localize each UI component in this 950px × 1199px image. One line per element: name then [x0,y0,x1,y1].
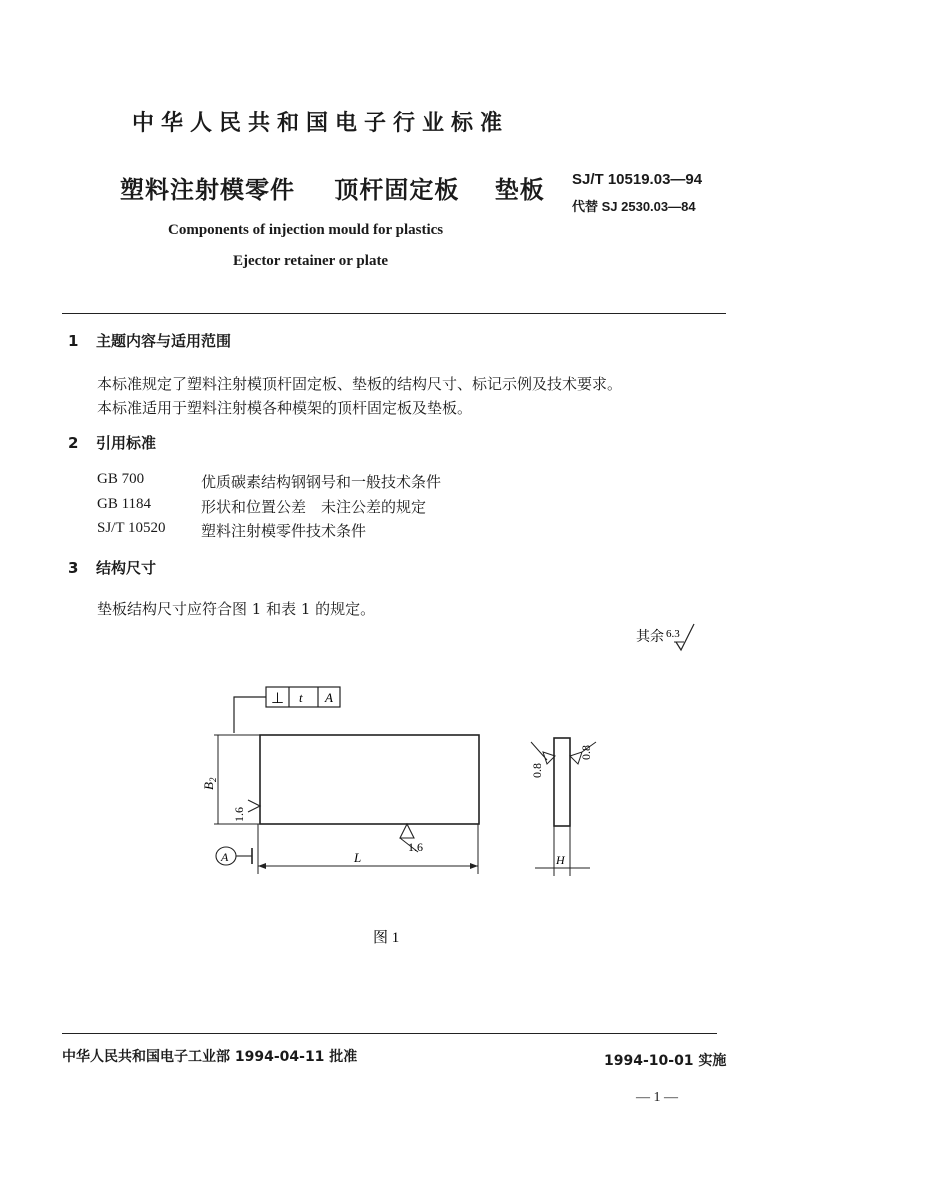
section-3-paragraph: 垫板结构尺寸应符合图 1 和表 1 的规定。 [97,600,376,618]
dimension-l-label: L [354,850,362,865]
title-part-1: 塑料注射模零件 [120,176,295,204]
issuing-organization: 中华人民共和国电子行业标准 [132,111,510,136]
perpendicularity-icon: ⊥ [271,691,285,707]
roughness-bottom-icon [400,824,414,838]
roughness-side-value: 1.6 [232,807,246,822]
implementation-date: 1994-10-01 实施 [604,1053,727,1069]
approval-note: 中华人民共和国电子工业部 1994-04-11 批准 [62,1049,358,1065]
page-number: — 1 — [636,1090,678,1105]
standard-code: SJ/T 10519.03—94 [572,171,703,188]
english-title-line-2: Ejector retainer or plate [233,253,389,269]
section-1-paragraph-1: 本标准规定了塑料注射模顶杆固定板、垫板的结构尺寸、标记示例及技术要求。 [97,375,623,393]
reference-name: 形状和位置公差 未注公差的规定 [201,498,427,516]
tolerance-value: t [299,690,303,705]
roughness-face-left-icon [531,742,555,764]
plate-side-view [554,738,570,826]
roughness-bottom-value: 1.6 [408,840,423,854]
section-3-heading: 3 结构尺寸 [68,559,157,577]
reference-code: GB 1184 [97,496,152,512]
datum-marker-label: A [221,850,229,864]
title-part-2: 顶杆固定板 [334,176,460,204]
english-title-line-1: Components of injection mould for plastics [168,222,444,238]
tolerance-datum: A [325,690,333,705]
reference-name: 塑料注射模零件技术条件 [201,522,367,540]
reference-code: SJ/T 10520 [97,520,166,536]
plate-front-view [260,735,479,824]
dimension-h-label: H [556,853,565,867]
roughness-note-value: 6.3 [666,628,680,640]
tolerance-leader [234,697,266,733]
roughness-face-left-value: 0.8 [530,763,544,778]
section-1-paragraph-2: 本标准适用于塑料注射模各种模架的顶杆固定板及垫板。 [97,399,473,417]
tolerance-frame [266,687,340,707]
reference-name: 优质碳素结构钢钢号和一般技术条件 [201,473,442,491]
section-1-heading: 1 主题内容与适用范围 [68,332,232,350]
roughness-side-icon [248,800,260,812]
footer-divider [62,1033,717,1034]
roughness-face-right-value: 0.8 [579,745,593,760]
section-2-heading: 2 引用标准 [68,434,157,452]
roughness-note-prefix: 其余 [636,630,664,645]
dimension-b2-label: $B_2$ [201,777,218,790]
reference-code: GB 700 [97,471,145,487]
replaces-standard: 代替 SJ 2530.03—84 [572,199,696,214]
title-part-3: 垫板 [494,176,545,204]
figure-caption: 图 1 [373,930,400,946]
